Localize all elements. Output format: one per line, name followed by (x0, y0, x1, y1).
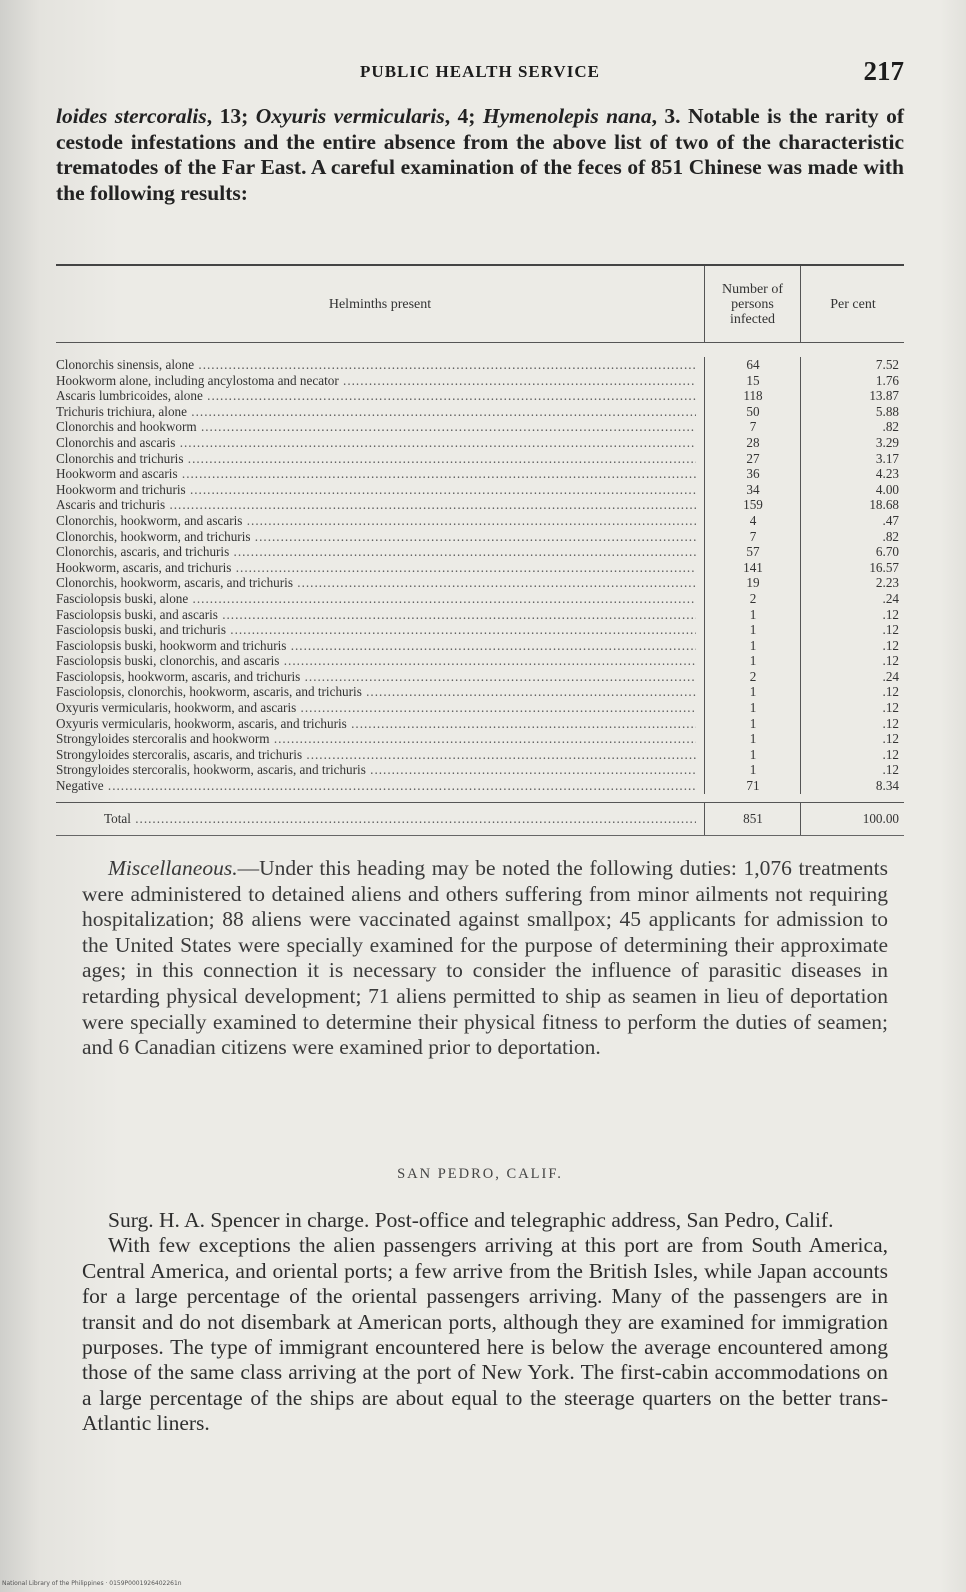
helminth-name: Fasciolopsis buski, clonorchis, and ascaris ..... (56, 653, 696, 669)
table-row (56, 731, 904, 747)
infected-count: 1 (704, 607, 801, 623)
infected-percent: .82 (800, 419, 899, 435)
helminth-name: Clonorchis and hookworm ..... (56, 419, 696, 435)
infected-percent: 3.17 (800, 451, 899, 467)
infected-percent: .12 (800, 731, 899, 747)
infected-count: 36 (704, 466, 801, 482)
page-header (56, 56, 904, 90)
infected-count: 71 (704, 778, 801, 794)
table-row (56, 669, 904, 685)
helminth-name: Ascaris and trichuris ..... (56, 497, 696, 513)
infected-percent: 18.68 (800, 497, 899, 513)
infected-count: 1 (704, 747, 801, 763)
table-row (56, 575, 904, 591)
table-row (56, 529, 904, 545)
helminth-name: Clonorchis and trichuris ..... (56, 451, 696, 467)
table-body (56, 343, 904, 794)
species-name: Oxyuris vermicularis (255, 104, 445, 128)
infected-count: 1 (704, 731, 801, 747)
helminth-name: Ascaris lumbricoides, alone ..... (56, 388, 696, 404)
helminth-name: Hookworm and trichuris ..... (56, 482, 696, 498)
infected-count: 1 (704, 716, 801, 732)
san-pedro-para-2: With few exceptions the alien passengers arriving at this port are from South America, Central America, and oriental ports; a few arrive from the British Isles, while Japan accounts for a large percentage of the oriental passengers arriving. Many of the passengers are in transit and do not disembark at American ports, although they are examined for immigration purposes. The type of immigrant encountered here is below the average encountered among those of the same class arriving at the port of New York. The first-cabin accommodations on a large percentage of the ships are about equal to the steerage quarters on the better trans-Atlantic liners. (82, 1233, 888, 1436)
helminth-name: Strongyloides stercoralis, hookworm, ascaris, and trichuris ..... (56, 762, 696, 778)
column-header-number: Number of persons infected (704, 266, 800, 342)
table-row (56, 388, 904, 404)
table-row (56, 544, 904, 560)
san-pedro-section (82, 1208, 888, 1437)
infected-count: 27 (704, 451, 801, 467)
infected-percent: 2.23 (800, 575, 899, 591)
infected-percent: .12 (800, 700, 899, 716)
infected-count: 34 (704, 482, 801, 498)
table-row (56, 560, 904, 576)
infected-count: 7 (704, 529, 801, 545)
helminth-name: Clonorchis and ascaris ..... (56, 435, 696, 451)
table-row (56, 466, 904, 482)
running-head: PUBLIC HEALTH SERVICE (360, 62, 600, 81)
infected-percent: .82 (800, 529, 899, 545)
infected-percent: .12 (800, 653, 899, 669)
infected-count: 4 (704, 513, 801, 529)
table-row (56, 684, 904, 700)
table-row (56, 747, 904, 763)
total-label: Total ..... (104, 811, 696, 827)
infected-percent: .12 (800, 762, 899, 778)
infected-percent: .12 (800, 622, 899, 638)
helminth-name: Hookworm and ascaris ..... (56, 466, 696, 482)
infected-percent: 16.57 (800, 560, 899, 576)
infected-percent: .12 (800, 607, 899, 623)
miscellaneous-paragraph (82, 856, 888, 1061)
helminth-name: Clonorchis sinensis, alone ..... (56, 357, 696, 373)
table-row (56, 607, 904, 623)
infected-count: 1 (704, 638, 801, 654)
infected-percent: 3.29 (800, 435, 899, 451)
helminth-name: Hookworm alone, including ancylostoma and necator ..... (56, 373, 696, 389)
infected-percent: .24 (800, 591, 899, 607)
table-row (56, 762, 904, 778)
helminth-name: Fasciolopsis buski, and ascaris ..... (56, 607, 696, 623)
table-row (56, 591, 904, 607)
helminth-name: Clonorchis, hookworm, ascaris, and trichuris ..... (56, 575, 696, 591)
infected-count: 19 (704, 575, 801, 591)
species-name: Hymenolepis nana (482, 104, 652, 128)
misc-body: —Under this heading may be noted the following duties: 1,076 treatments were administered to detained aliens and others suffering from minor ailments not requiring hospitalization; 88 aliens were vaccinated against smallpox; 45 applicants for admission to the United States were specially examined for the purpose of determining their approximate ages; in this connection it is necessary to consider the influence of parasitic diseases in retarding physical development; 71 aliens permitted to ship as seamen in lieu of deportation were specially examined to determine their physical fitness to perform the duties of seamen; and 6 Canadian citizens were examined prior to deportation. (82, 856, 888, 1060)
table-row (56, 404, 904, 420)
intro-text: , 13; (206, 104, 256, 128)
infected-count: 1 (704, 700, 801, 716)
helminth-name: Negative ..... (56, 778, 696, 794)
table-row (56, 451, 904, 467)
table-row (56, 622, 904, 638)
misc-lead: Miscellaneous. (108, 856, 238, 880)
infected-percent: 4.00 (800, 482, 899, 498)
helminth-name: Clonorchis, hookworm, and ascaris ..... (56, 513, 696, 529)
infected-count: 64 (704, 357, 801, 373)
helminth-name: Fasciolopsis buski, hookworm and trichuris ..... (56, 638, 696, 654)
helminth-name: Clonorchis, ascaris, and trichuris ..... (56, 544, 696, 560)
infected-percent: .12 (800, 684, 899, 700)
helminth-name: Oxyuris vermicularis, hookworm, and ascaris ..... (56, 700, 696, 716)
helminth-name: Trichuris trichiura, alone ..... (56, 404, 696, 420)
helminth-name: Strongyloides stercoralis and hookworm ..... (56, 731, 696, 747)
infected-count: 2 (704, 669, 801, 685)
table-row (56, 716, 904, 732)
infected-percent: .12 (800, 638, 899, 654)
intro-text: , 4; (444, 104, 483, 128)
section-title: SAN PEDRO, CALIF. (397, 1166, 563, 1182)
intro-paragraph (56, 104, 904, 206)
infected-count: 118 (704, 388, 801, 404)
helminth-name: Oxyuris vermicularis, hookworm, ascaris, and trichuris ..... (56, 716, 696, 732)
column-header-percent: Per cent (800, 266, 905, 342)
table-row (56, 419, 904, 435)
table-row (56, 513, 904, 529)
helminths-table (56, 264, 904, 836)
infected-percent: .12 (800, 747, 899, 763)
column-header-helminths: Helminths present (328, 296, 432, 312)
helminth-name: Strongyloides stercoralis, ascaris, and trichuris ..... (56, 747, 696, 763)
helminth-name: Hookworm, ascaris, and trichuris ..... (56, 560, 696, 576)
infected-count: 28 (704, 435, 801, 451)
infected-count: 1 (704, 762, 801, 778)
table-row (56, 653, 904, 669)
infected-percent: 6.70 (800, 544, 899, 560)
species-name: loides stercoralis (56, 104, 207, 128)
table-row (56, 700, 904, 716)
infected-percent: 4.23 (800, 466, 899, 482)
infected-count: 2 (704, 591, 801, 607)
helminth-name: Clonorchis, hookworm, and trichuris ..... (56, 529, 696, 545)
infected-count: 141 (704, 560, 801, 576)
total-number: 851 (704, 803, 801, 835)
table-total-row (56, 802, 904, 836)
infected-percent: .24 (800, 669, 899, 685)
table-row (56, 778, 904, 794)
infected-percent: 5.88 (800, 404, 899, 420)
intro-text: , 3. Notable is the rarity of cestode infestations and the entire absence from the above list of two of the characteristic trematodes of the Far East. A careful examination of the feces of 851 Chinese was made with the following results: (56, 104, 904, 205)
total-percent: 100.00 (800, 803, 899, 835)
infected-percent: 1.76 (800, 373, 899, 389)
infected-count: 1 (704, 622, 801, 638)
helminth-name: Fasciolopsis buski, alone ..... (56, 591, 696, 607)
infected-percent: .12 (800, 716, 899, 732)
scan-footer: National Library of the Philippines · 0159P0001926402261n (2, 1580, 182, 1587)
table-row (56, 435, 904, 451)
table-row (56, 497, 904, 513)
infected-count: 57 (704, 544, 801, 560)
infected-percent: 13.87 (800, 388, 899, 404)
infected-count: 1 (704, 684, 801, 700)
infected-count: 50 (704, 404, 801, 420)
infected-count: 15 (704, 373, 801, 389)
infected-percent: 7.52 (800, 357, 899, 373)
page-number: 217 (863, 56, 904, 86)
table-row (56, 373, 904, 389)
helminth-name: Fasciolopsis buski, and trichuris ..... (56, 622, 696, 638)
infected-count: 159 (704, 497, 801, 513)
table-header (56, 266, 904, 343)
helminth-name: Fasciolopsis, clonorchis, hookworm, ascaris, and trichuris ..... (56, 684, 696, 700)
infected-percent: .47 (800, 513, 899, 529)
table-row (56, 638, 904, 654)
table-row (56, 357, 904, 373)
infected-percent: 8.34 (800, 778, 899, 794)
helminth-name: Fasciolopsis, hookworm, ascaris, and trichuris ..... (56, 669, 696, 685)
san-pedro-para-1: Surg. H. A. Spencer in charge. Post-office and telegraphic address, San Pedro, Calif. (108, 1208, 834, 1232)
table-row (56, 482, 904, 498)
infected-count: 7 (704, 419, 801, 435)
infected-count: 1 (704, 653, 801, 669)
